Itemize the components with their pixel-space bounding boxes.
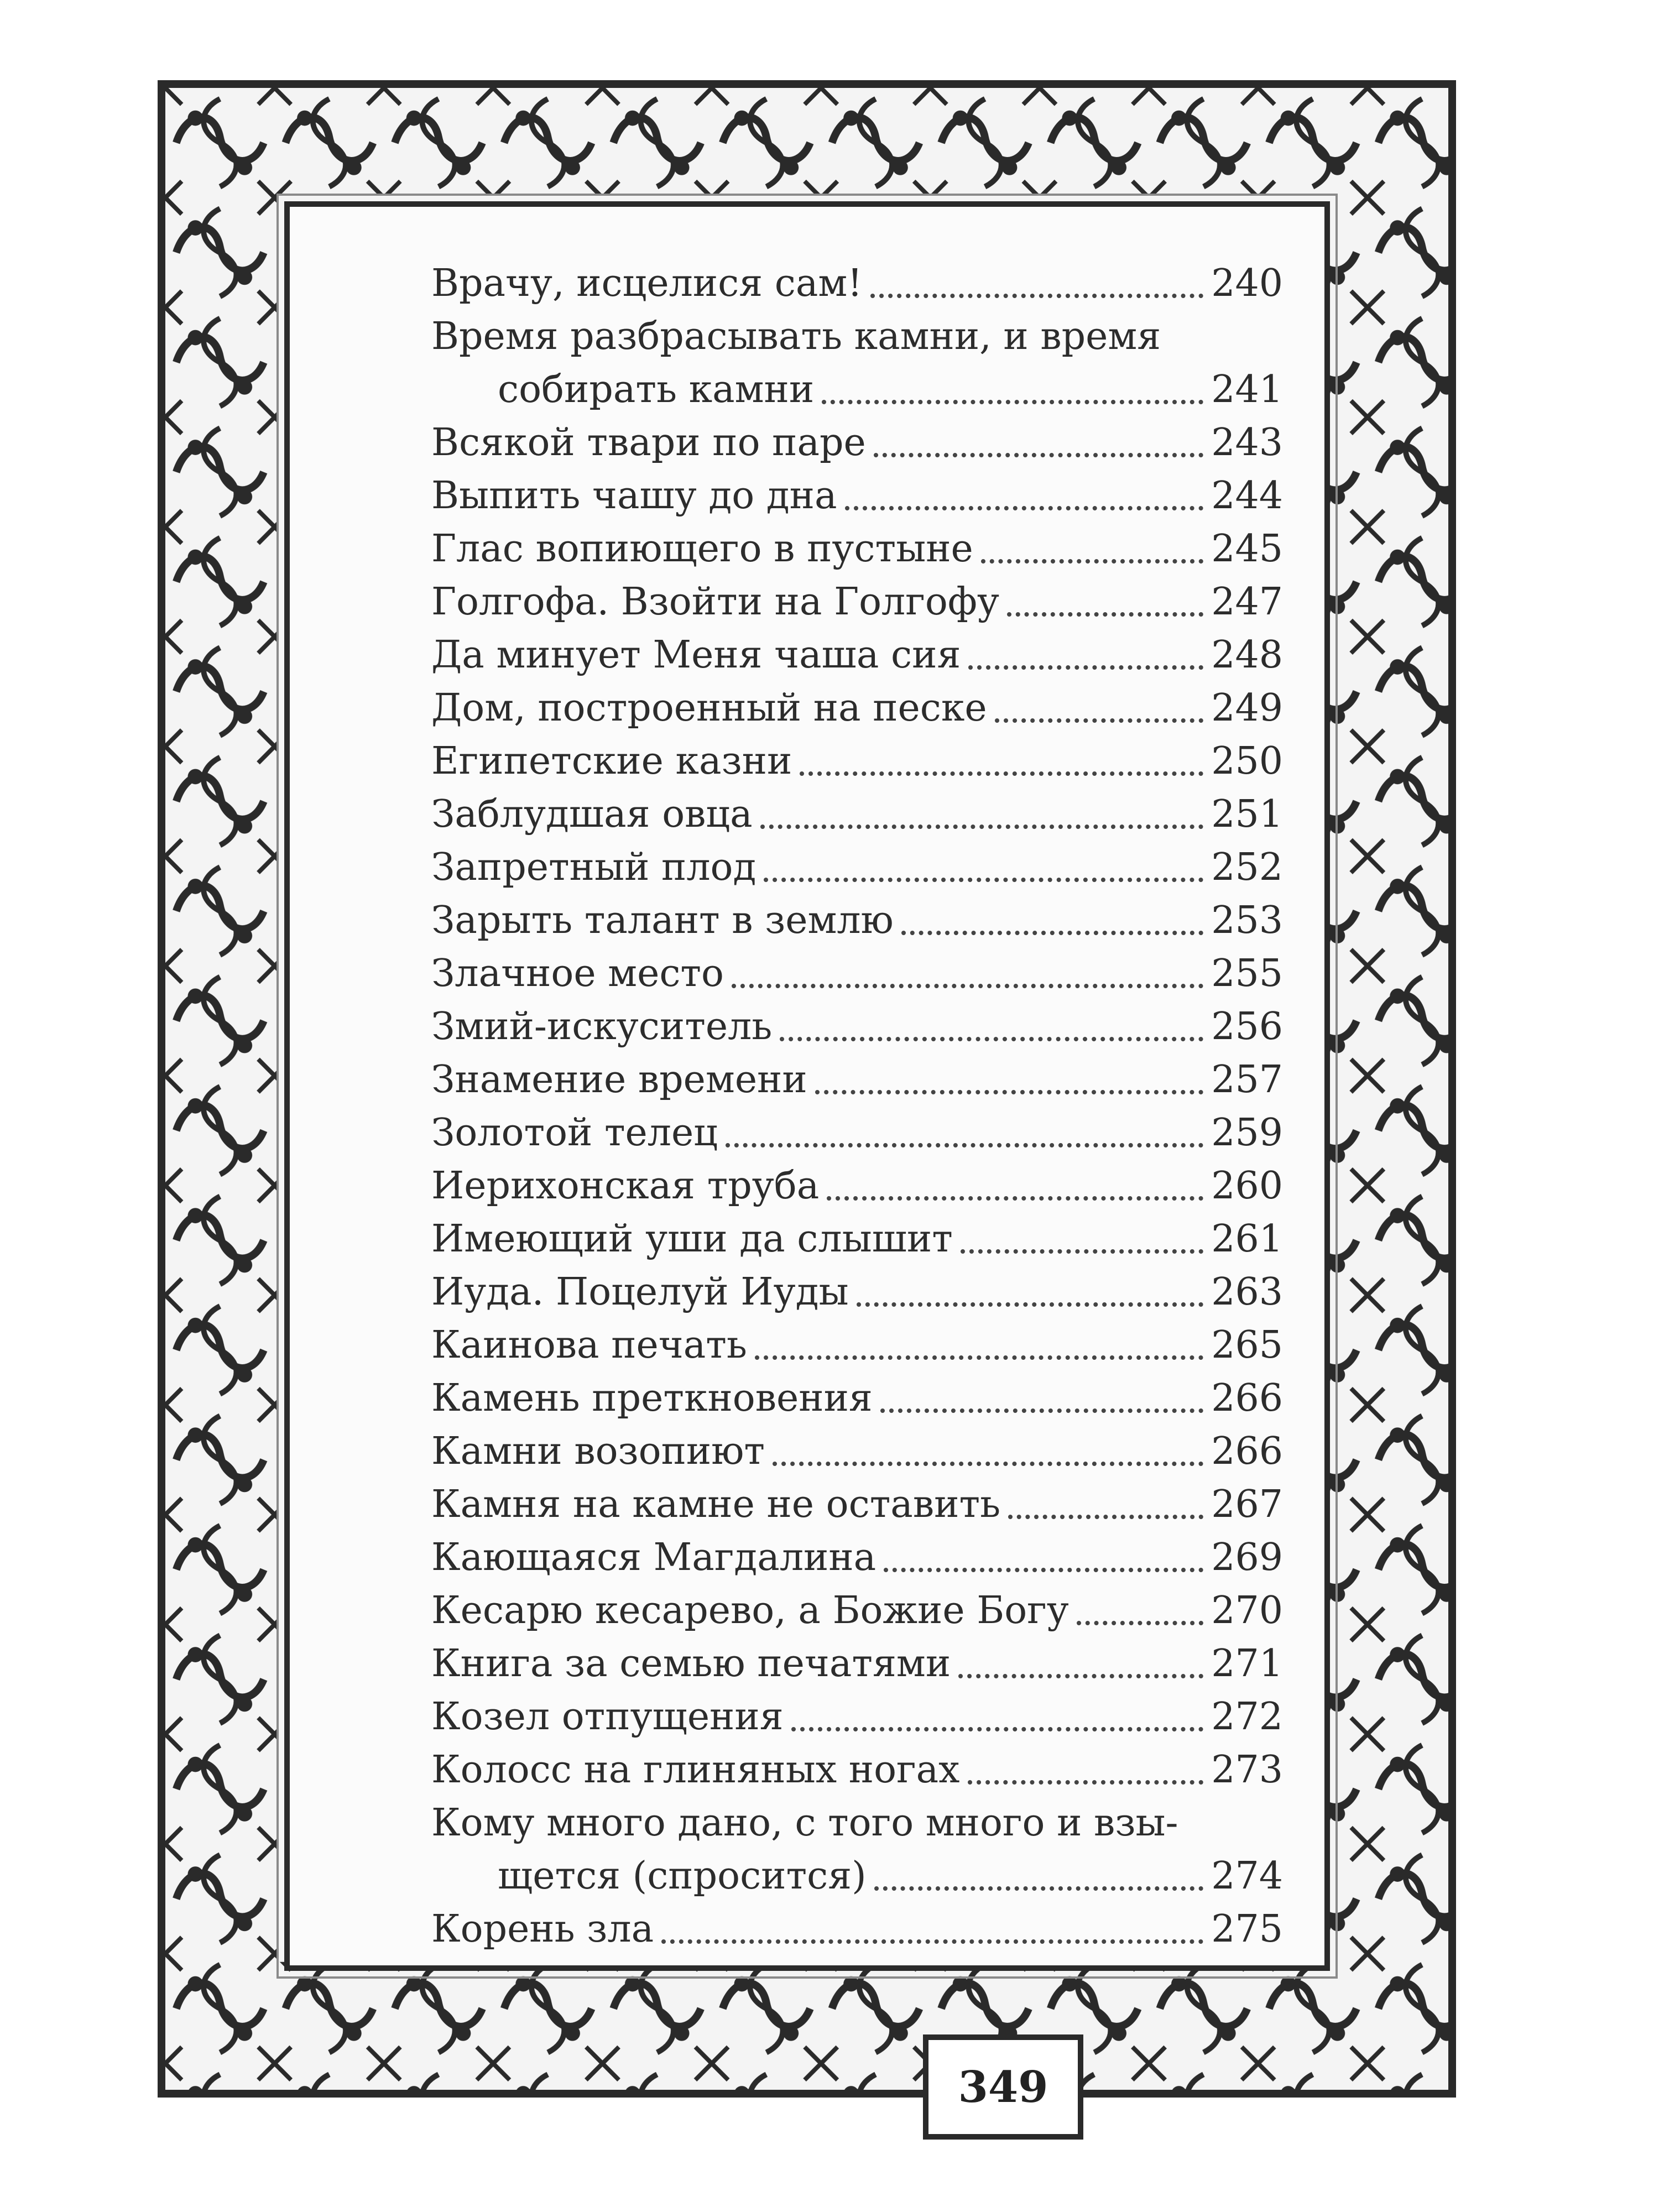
toc-entry xyxy=(431,894,1283,947)
toc-entry xyxy=(431,1000,1283,1053)
toc-entry xyxy=(431,682,1283,735)
dot-leader xyxy=(981,559,1203,564)
toc-entry-page: 241 xyxy=(1211,368,1283,411)
toc-entry xyxy=(431,841,1283,894)
toc-entry xyxy=(431,1691,1283,1744)
dot-leader xyxy=(857,1302,1204,1307)
toc-entry-page: 259 xyxy=(1211,1111,1283,1155)
dot-leader xyxy=(874,1886,1204,1891)
dot-leader xyxy=(1008,1515,1203,1519)
toc-entry-title: Кающаяся Магдалина xyxy=(431,1536,877,1579)
toc-entry-title: Колосс на глиняных ногах xyxy=(431,1748,960,1792)
dot-leader xyxy=(780,1037,1203,1041)
toc-entry-title: Иуда. Поцелуй Иуды xyxy=(431,1270,849,1314)
toc-entry-title: Выпить чашу до дна xyxy=(431,474,837,518)
toc-entry-title: Корень зла xyxy=(431,1907,654,1951)
toc-entry xyxy=(431,1319,1283,1372)
dot-leader xyxy=(884,1568,1203,1572)
toc-entry-page: 248 xyxy=(1211,633,1283,677)
toc-entry xyxy=(431,469,1283,523)
toc-entry-page: 244 xyxy=(1211,474,1283,518)
toc-entry-page: 275 xyxy=(1211,1907,1283,1951)
dot-leader xyxy=(822,400,1203,404)
toc-entry-title: Иерихонская труба xyxy=(431,1164,820,1208)
toc-entry-title: Египетские казни xyxy=(431,739,792,783)
toc-entry-page: 263 xyxy=(1211,1270,1283,1314)
dot-leader xyxy=(961,1249,1203,1254)
dot-leader xyxy=(760,825,1204,829)
toc-entry-title: собирать камни xyxy=(498,368,815,411)
toc-entry-page: 255 xyxy=(1211,952,1283,995)
toc-entry-page: 271 xyxy=(1211,1642,1283,1686)
toc-entry-title: Козел отпущения xyxy=(431,1695,784,1739)
toc-entry-title: Дом, построенный на песке xyxy=(431,686,987,730)
toc-entry-page: 250 xyxy=(1211,739,1283,783)
dot-leader xyxy=(773,1462,1203,1466)
toc-entry-page: 252 xyxy=(1211,846,1283,889)
toc-entry-title: щется (спросится) xyxy=(498,1854,867,1898)
toc-entry-page: 240 xyxy=(1211,262,1283,305)
dot-leader xyxy=(791,1727,1204,1731)
toc-entry xyxy=(431,735,1283,788)
toc-entry xyxy=(431,1266,1283,1319)
toc-entry-title: Глас вопиющего в пустыне xyxy=(431,527,973,571)
dot-leader xyxy=(901,931,1203,935)
toc-entry xyxy=(431,363,1283,416)
dot-leader xyxy=(815,1090,1204,1094)
toc-entry xyxy=(431,1425,1283,1478)
toc-entry-title: Врачу, исцелися сам! xyxy=(431,262,863,305)
dot-leader xyxy=(800,771,1203,776)
toc-entry xyxy=(431,1160,1283,1213)
toc-entry-title: Золотой телец xyxy=(431,1111,718,1155)
toc-entry xyxy=(431,1903,1283,1956)
toc-entry xyxy=(431,1213,1283,1266)
toc-entry xyxy=(431,310,1283,363)
dot-leader xyxy=(995,718,1204,723)
dot-leader xyxy=(845,506,1204,510)
toc-entry-page: 267 xyxy=(1211,1483,1283,1526)
toc-entry xyxy=(431,523,1283,576)
toc-entry-title: Книга за семью печатями xyxy=(431,1642,951,1686)
toc-entry-page: 257 xyxy=(1211,1058,1283,1102)
toc-entry-title: Кому много дано, с того много и взы- xyxy=(431,1801,1178,1845)
toc-entry-title: Да минует Меня чаша сия xyxy=(431,633,961,677)
toc-entry-page: 253 xyxy=(1211,899,1283,942)
toc-entry-page: 270 xyxy=(1211,1589,1283,1632)
toc-entry-title: Запретный плод xyxy=(431,846,757,889)
page-number-box xyxy=(923,2034,1083,2140)
toc-entry-title: Кесарю кесарево, а Божие Богу xyxy=(431,1589,1069,1632)
toc-entry xyxy=(431,1744,1283,1797)
toc-entry-page: 266 xyxy=(1211,1376,1283,1420)
dot-leader xyxy=(968,665,1203,670)
toc-entry xyxy=(431,576,1283,629)
table-of-contents xyxy=(431,257,1283,1956)
toc-entry xyxy=(431,1850,1283,1903)
toc-entry-page: 269 xyxy=(1211,1536,1283,1579)
toc-entry-title: Знамение времени xyxy=(431,1058,807,1102)
toc-entry-title: Камень преткновения xyxy=(431,1376,873,1420)
toc-entry xyxy=(431,416,1283,469)
toc-entry-title: Злачное место xyxy=(431,952,724,995)
dot-leader xyxy=(958,1674,1203,1678)
toc-entry-page: 256 xyxy=(1211,1005,1283,1048)
dot-leader xyxy=(874,453,1203,457)
toc-entry-title: Каинова печать xyxy=(431,1323,747,1367)
toc-entry-title: Камня на камне не оставить xyxy=(431,1483,1001,1526)
toc-entry-page: 260 xyxy=(1211,1164,1283,1208)
toc-entry xyxy=(431,257,1283,310)
toc-entry-title: Голгофа. Взойти на Голгофу xyxy=(431,580,1000,624)
toc-entry-page: 274 xyxy=(1211,1854,1283,1898)
dot-leader xyxy=(1007,612,1203,617)
toc-entry xyxy=(431,1053,1283,1107)
toc-entry xyxy=(431,1107,1283,1160)
toc-entry xyxy=(431,629,1283,682)
toc-entry xyxy=(431,1584,1283,1637)
dot-leader xyxy=(968,1780,1204,1785)
toc-entry-page: 273 xyxy=(1211,1748,1283,1792)
toc-entry-title: Время разбрасывать камни, и время xyxy=(431,315,1161,358)
dot-leader xyxy=(732,984,1203,988)
toc-entry-title: Заблудшая овца xyxy=(431,792,753,836)
toc-entry xyxy=(431,1478,1283,1531)
dot-leader xyxy=(1077,1621,1203,1625)
toc-entry-page: 266 xyxy=(1211,1430,1283,1473)
toc-entry-title: Имеющий уши да слышит xyxy=(431,1217,953,1261)
toc-entry-title: Зарыть талант в землю xyxy=(431,899,894,942)
toc-entry xyxy=(431,1531,1283,1584)
toc-entry-page: 247 xyxy=(1211,580,1283,624)
toc-entry-page: 265 xyxy=(1211,1323,1283,1367)
toc-entry-page: 243 xyxy=(1211,421,1283,465)
toc-entry-title: Камни возопиют xyxy=(431,1430,765,1473)
dot-leader xyxy=(870,294,1204,298)
toc-entry xyxy=(431,1797,1283,1850)
page-number: 349 xyxy=(958,2062,1048,2112)
toc-entry xyxy=(431,1372,1283,1425)
toc-entry xyxy=(431,1637,1283,1691)
dot-leader xyxy=(827,1196,1203,1201)
toc-entry xyxy=(431,788,1283,841)
toc-entry-title: Всякой твари по паре xyxy=(431,421,866,465)
toc-entry-page: 272 xyxy=(1211,1695,1283,1739)
toc-entry-page: 261 xyxy=(1211,1217,1283,1261)
dot-leader xyxy=(764,878,1203,882)
toc-entry xyxy=(431,947,1283,1000)
dot-leader xyxy=(880,1408,1203,1413)
dot-leader xyxy=(755,1355,1203,1360)
toc-entry-title: Змий-искуситель xyxy=(431,1005,773,1048)
toc-entry-page: 251 xyxy=(1211,792,1283,836)
toc-entry-page: 245 xyxy=(1211,527,1283,571)
toc-entry-page: 249 xyxy=(1211,686,1283,730)
dot-leader xyxy=(726,1143,1203,1147)
dot-leader xyxy=(661,1939,1203,1944)
